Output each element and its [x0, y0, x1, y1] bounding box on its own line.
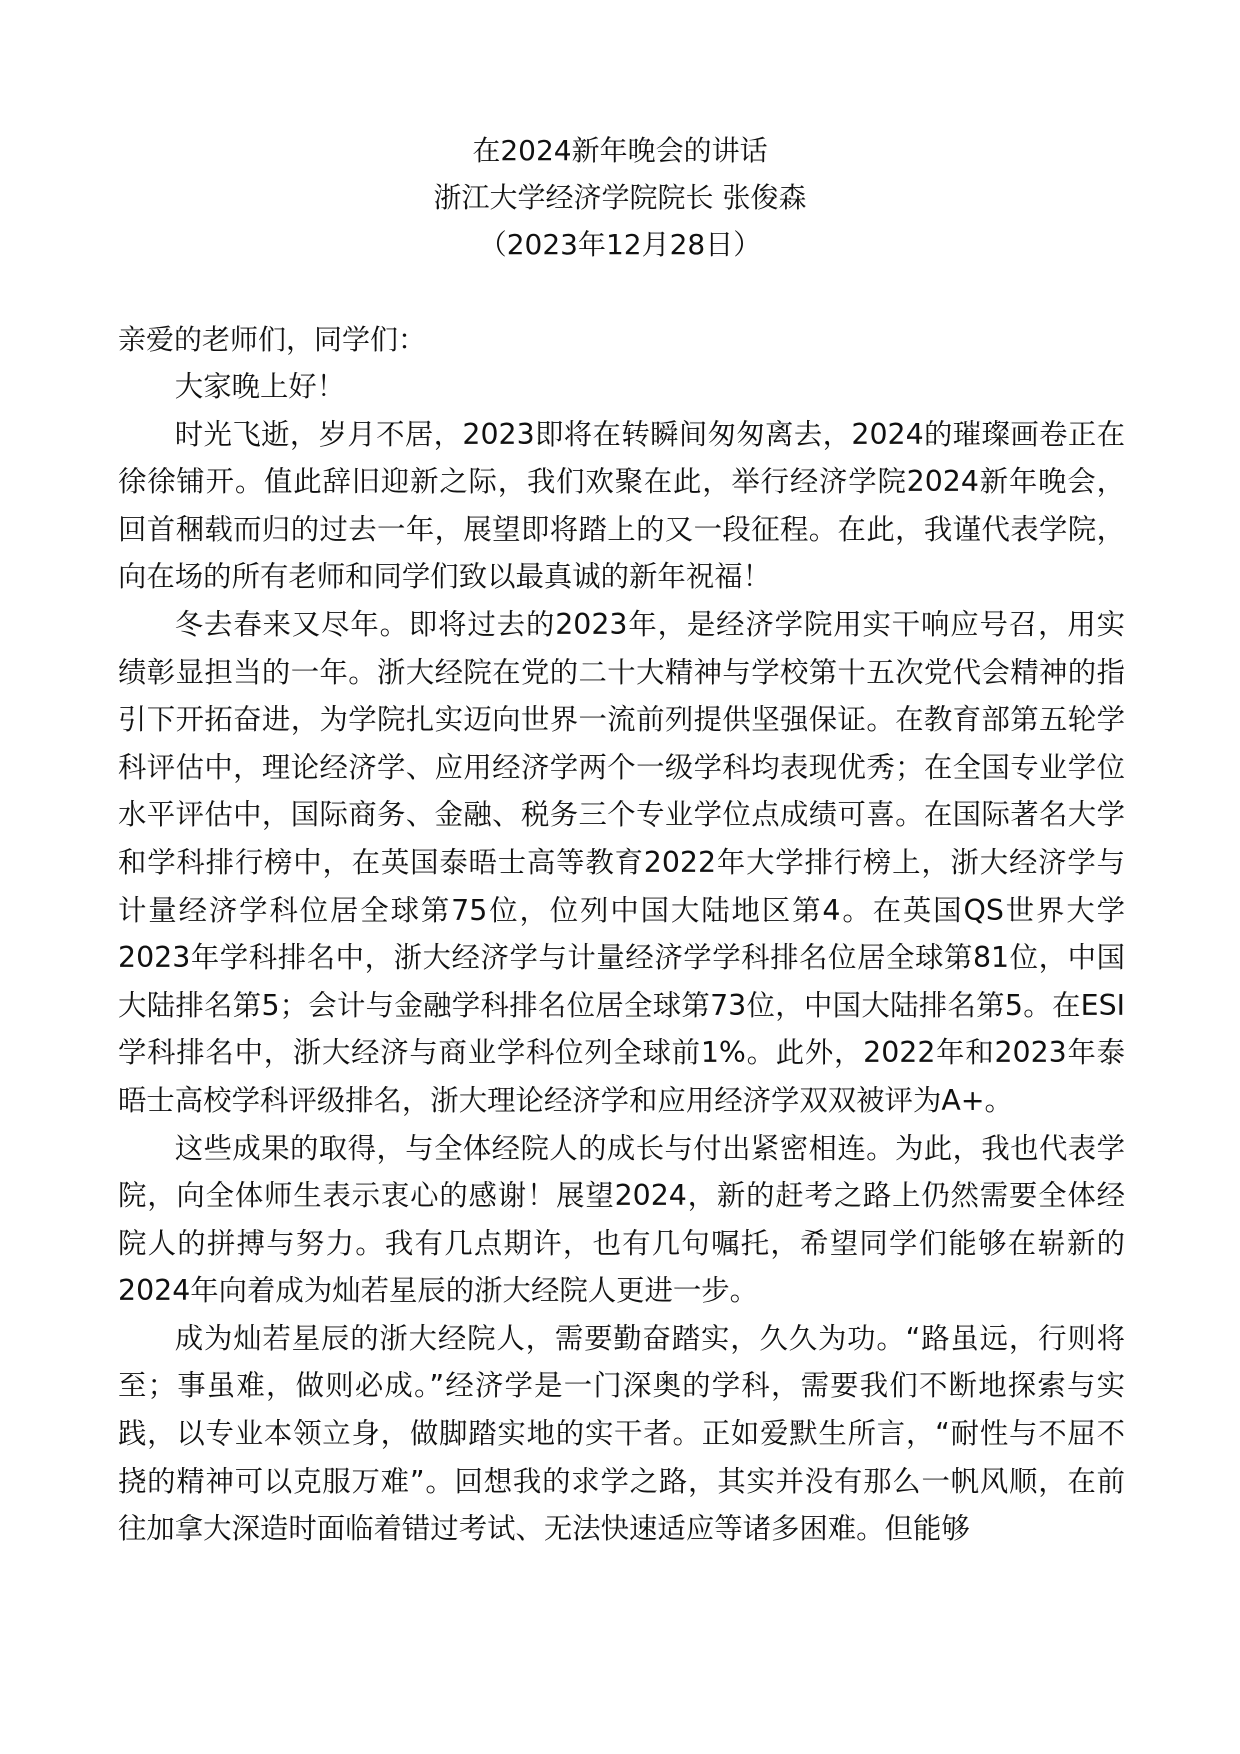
speaker-line: 浙江大学经济学院院长 张俊森: [433, 181, 807, 214]
paragraph-diligence: 成为灿若星辰的浙大经院人，需要勤奋踏实，久久为功。“路虽远，行则将至；事虽难，做则必成。”经济学是一门深奥的学科，需要我们不断地探索与实践，以专业本领立身，做脚踏实地的实干者。正如爱默生所言，“耐性与不屈不挠的精神可以克服万难”。回想我的求学之路，其实并没有那么一帆风顺，在前往加拿大深造时面临着错过考试、无法快速适应等诸多困难。但能够: [118, 1321, 1125, 1546]
speech-date: （2023年12月28日）: [478, 228, 762, 261]
salutation: 亲爱的老师们，同学们：: [118, 323, 427, 356]
paragraph-thanks: 这些成果的取得，与全体经院人的成长与付出紧密相连。为此，我也代表学院，向全体师生表示衷心的感谢！展望2024，新的赶考之路上仍然需要全体经院人的拼搏与努力。我有几点期许，也有几句嘱托，希望同学们能够在崭新的2024年向着成为灿若星辰的浙大经院人更进一步。: [118, 1131, 1125, 1308]
speech-title: 在2024新年晚会的讲话: [472, 134, 768, 167]
paragraph-opening: 时光飞逝，岁月不居，2023即将在转瞬间匆匆离去，2024的璀璨画卷正在徐徐铺开。值此辞旧迎新之际，我们欢聚在此，举行经济学院2024新年晚会，回首稇载而归的过去一年，展望即将踏上的又一段征程。在此，我谨代表学院，向在场的所有老师和同学们致以最真诚的新年祝福！: [118, 417, 1125, 594]
paragraph-achievements: 冬去春来又尽年。即将过去的2023年，是经济学院用实干响应号召，用实绩彰显担当的一年。浙大经院在党的二十大精神与学校第十五次党代会精神的指引下开拓奋进，为学院扎实迈向世界一流前列提供坚强保证。在教育部第五轮学科评估中，理论经济学、应用经济学两个一级学科均表现优秀；在全国专业学位水平评估中，国际商务、金融、税务三个专业学位点成绩可喜。在国际著名大学和学科排行榜中，在英国泰晤士高等教育2022年大学排行榜上，浙大经济学与计量经济学科位居全球第75位，位列中国大陆地区第4。在英国QS世界大学2023年学科排名中，浙大经济学与计量经济学学科排名位居全球第81位，中国大陆排名第5；会计与金融学科排名位居全球第73位，中国大陆排名第5。在ESI学科排名中，浙大经济与商业学科位列全球前1%。此外，2022年和2023年泰晤士高校学科评级排名，浙大理论经济学和应用经济学双双被评为A+。: [118, 607, 1125, 1117]
document-header: [120, 127, 1120, 268]
speech-body: [118, 316, 1125, 1553]
paragraph-greeting: 大家晚上好！: [174, 370, 346, 403]
